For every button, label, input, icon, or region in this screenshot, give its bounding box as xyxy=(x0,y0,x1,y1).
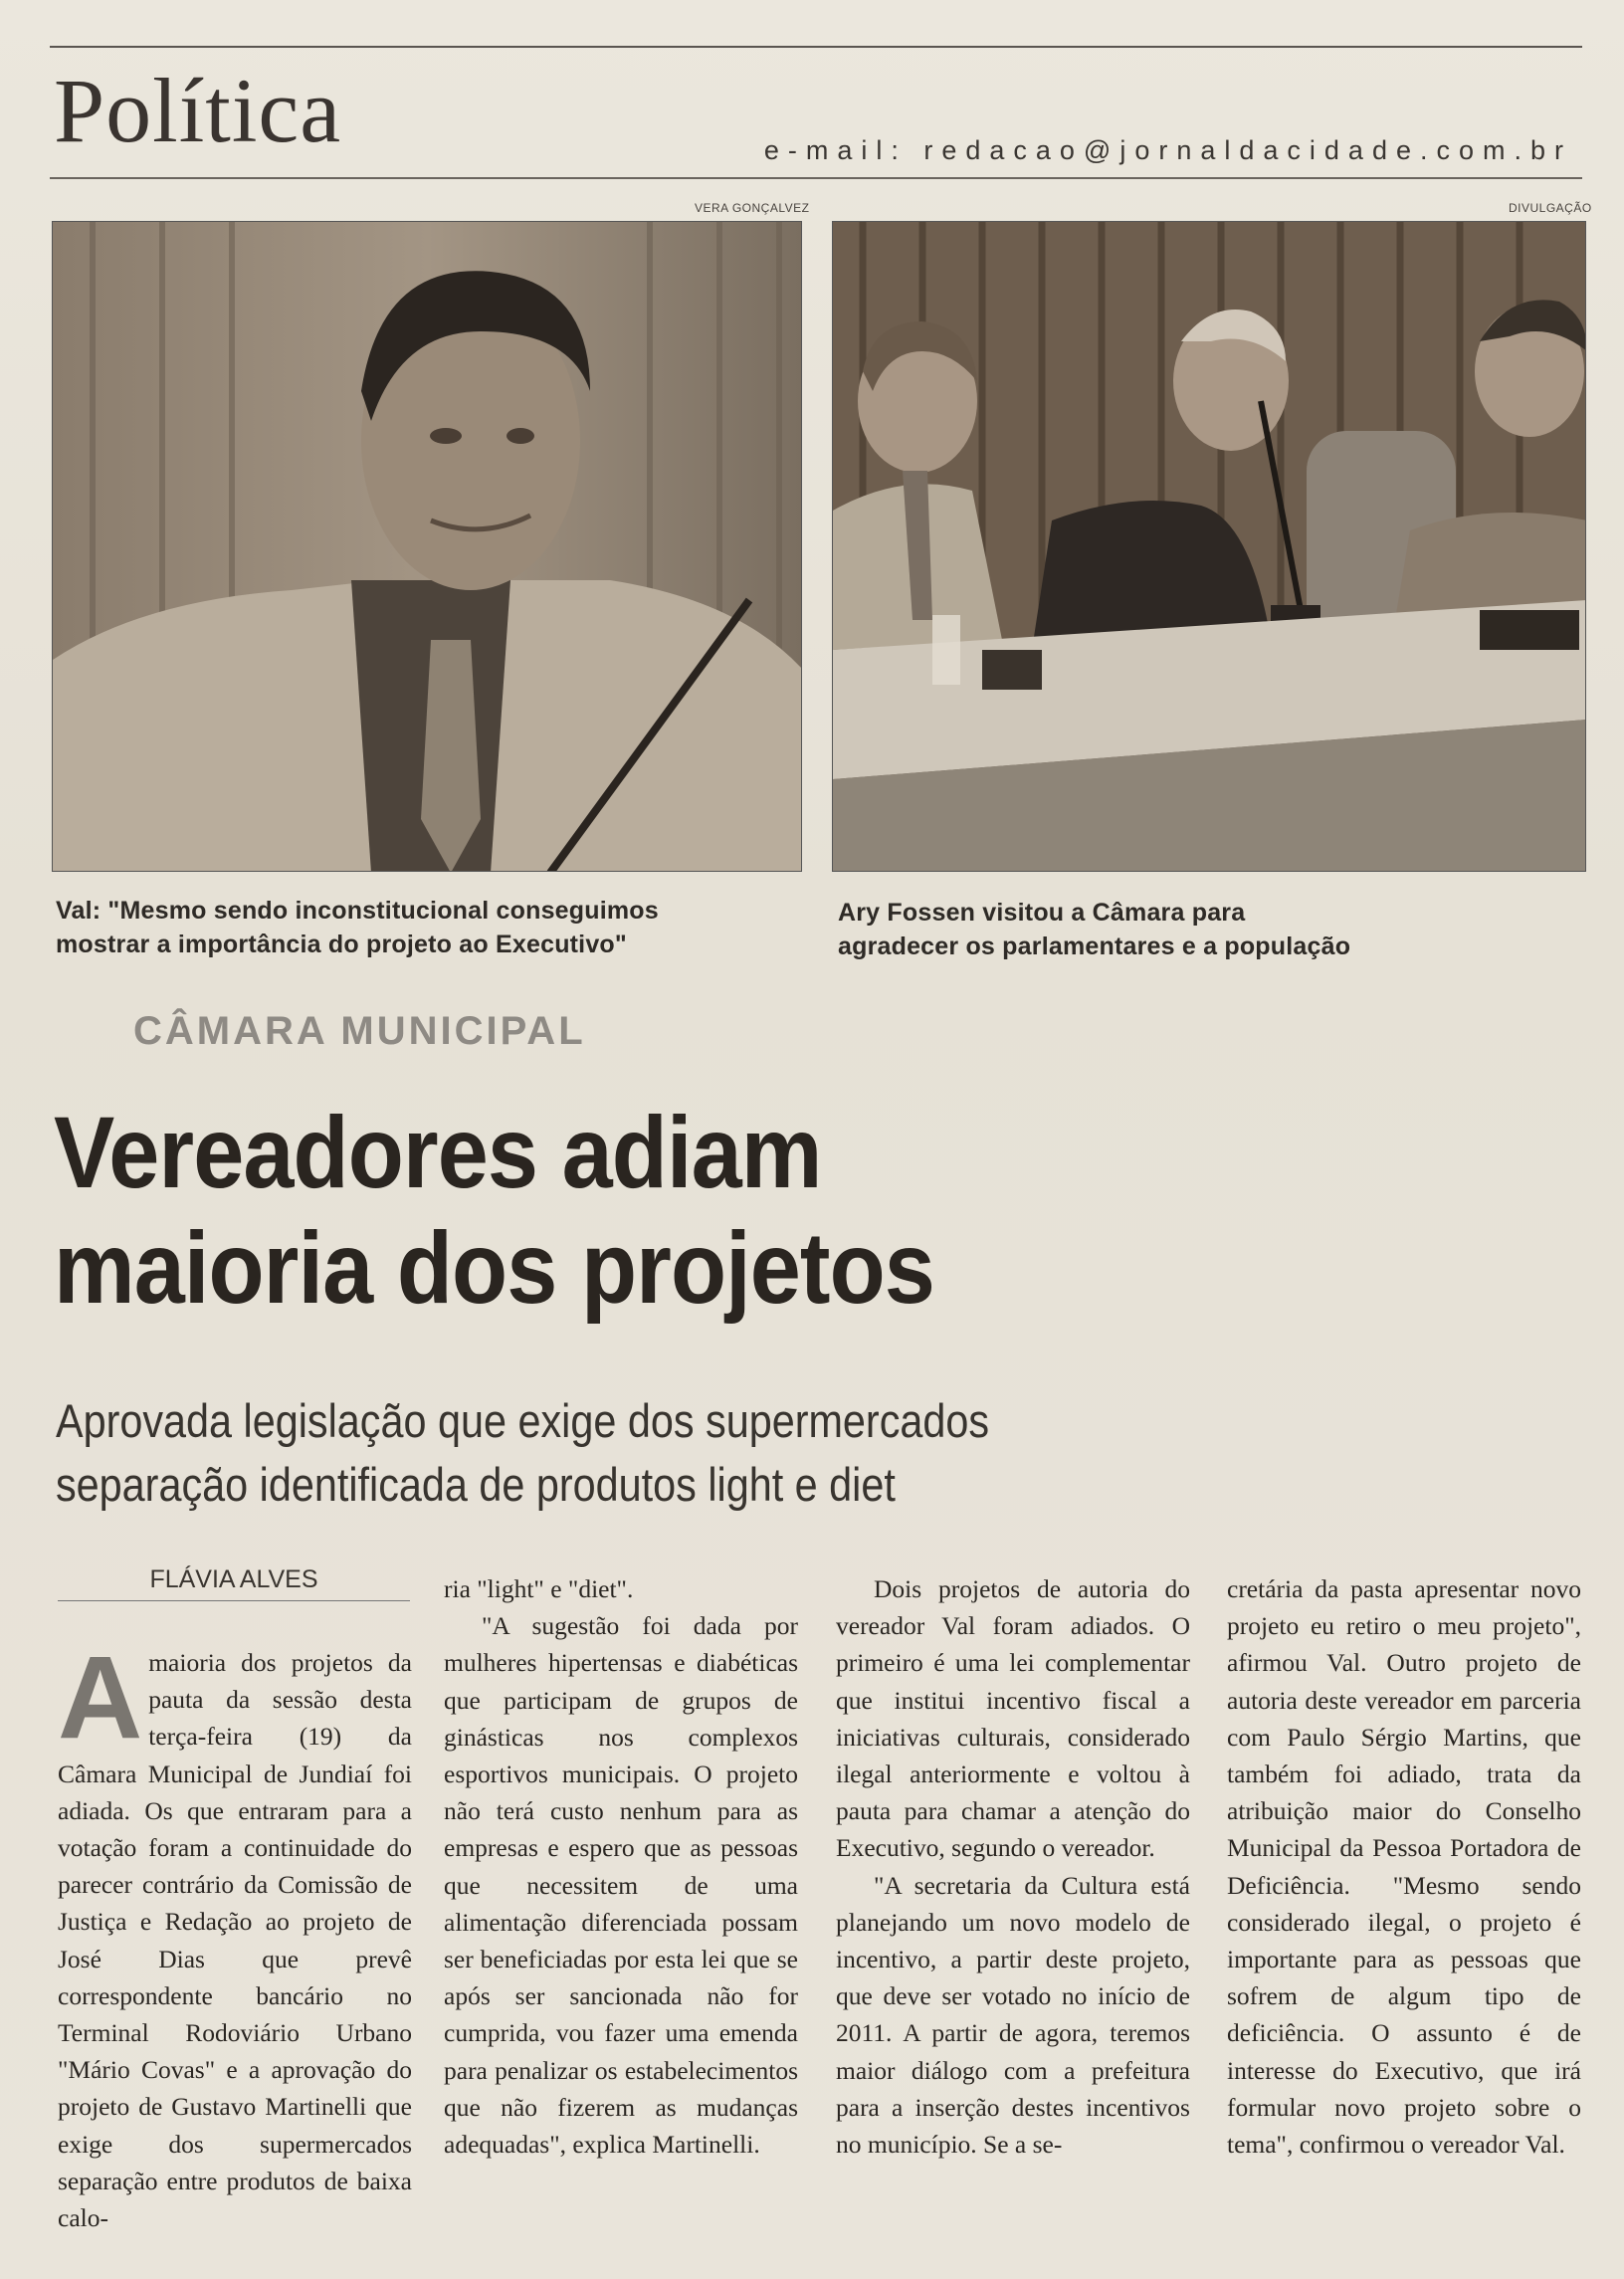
article-column-2 xyxy=(444,1570,798,2163)
section-title: Política xyxy=(54,60,342,161)
photo-caption-right xyxy=(838,896,1350,963)
caption-right-line2: agradecer os parlamentares e a população xyxy=(838,932,1351,960)
column-1-text: maioria dos projetos da pauta da sessão desta terça-feira (19) da Câmara Municipal de Jundiaí foi adiada. Os que entraram para a votação foram a continuidade do parecer contrário da Comissão de Justiça e Redação ao projeto de José Dias que prevê correspondente bancário no Terminal Rodoviário Urbano "Mário Covas" e a aprovação do projeto de Gustavo Martinelli que exige dos supermercados separação entre produtos de baixa calo- xyxy=(58,1648,412,2233)
top-rule xyxy=(50,46,1582,48)
header-rule xyxy=(50,177,1582,179)
column-4-text: cretária da pasta apresentar novo projeto eu retiro o meu projeto", afirmou Val. Outro projeto de autoria deste vereador em parceria com Paulo Sérgio Martins, que também foi adiado, trata da atribuição maior do Conselho Municipal da Pessoa Portadora de Deficiência. "Mesmo sendo considerado ilegal, o projeto é importante para as pessoas que sofrem de algum tipo de deficiência. O assunto é de interesse do Executivo, que irá formular novo projeto sobre o tema", confirmou o vereador Val. xyxy=(1227,1574,1581,2160)
headline-line1: Vereadores adiam xyxy=(54,1096,822,1209)
article-subhead xyxy=(56,1389,989,1517)
contact-email: e-mail: redacao@jornaldacidade.com.br xyxy=(763,135,1572,165)
column-3-paragraph-2: "A secretaria da Cultura está planejando um novo modelo de incentivo, a partir deste projeto, que deve ser votado no início de 2011. A partir de agora, teremos maior diálogo com a prefeitura para a inserção destes incentivos no município. Se a se- xyxy=(836,1870,1190,2160)
photo-councilman-val xyxy=(52,221,802,872)
column-2-paragraph-2: "A sugestão foi dada por mulheres hipertensas e diabéticas que participam de grupos de ginásticas nos complexos esportivos municipais. O projeto não terá custo nenhum para as empresas e espero que as pessoas que necessitem de uma alimentação diferenciada possam ser beneficiadas por esta lei que se após ser sancionada não for cumprida, vou fazer uma emenda para penalizar os estabelecimentos que não fizerem as mudanças adequadas", explica Martinelli. xyxy=(444,1611,798,2160)
subhead-line2: separação identificada de produtos light e diet xyxy=(56,1458,896,1511)
caption-left-line2: mostrar a importância do projeto ao Executivo" xyxy=(56,931,627,958)
photo-credit-left: VERA GONÇALVEZ xyxy=(695,201,810,215)
drop-cap: A xyxy=(58,1632,143,1763)
caption-right-line1: Ary Fossen visitou a Câmara para xyxy=(838,899,1246,927)
photo-credit-right: DIVULGAÇÃO xyxy=(1509,201,1592,215)
column-2-paragraph-1: ria "light" e "diet". xyxy=(444,1574,634,1603)
column-3-paragraph-1: Dois projetos de autoria do vereador Val foram adiados. O primeiro é uma lei complementar que institui incentivo fiscal a iniciativas culturais, considerado ilegal anteriormente e voltou à pauta para chamar a atenção do Executivo, segundo o vereador. xyxy=(836,1574,1190,1863)
article-kicker: CÂMARA MUNICIPAL xyxy=(133,1009,586,1053)
article-column-4 xyxy=(1227,1570,1581,2163)
article-headline xyxy=(54,1095,934,1326)
photo-council-session xyxy=(832,221,1586,872)
article-column-1 xyxy=(58,1632,412,2236)
subhead-line1: Aprovada legislação que exige dos supermercados xyxy=(56,1394,990,1447)
photo-caption-left xyxy=(56,894,659,961)
headline-line2: maioria dos projetos xyxy=(54,1211,934,1325)
article-byline: FLÁVIA ALVES xyxy=(58,1565,410,1601)
article-column-3 xyxy=(836,1570,1190,2163)
caption-left-line1: Val: "Mesmo sendo inconstitucional conseguimos xyxy=(56,897,659,925)
